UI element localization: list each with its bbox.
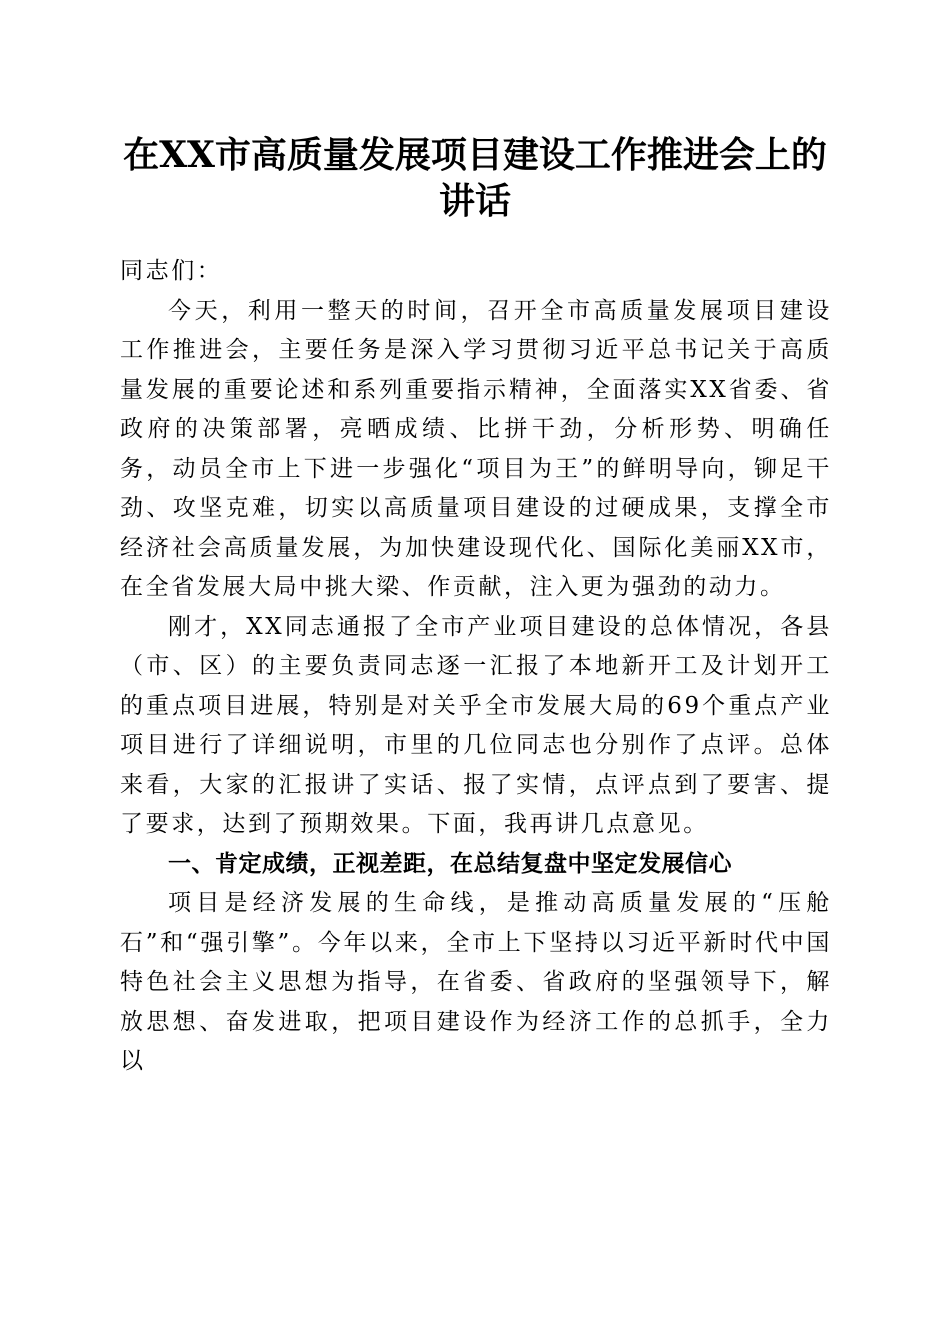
title-line-2: 讲话 xyxy=(438,180,511,222)
section-heading-1: 一、肯定成绩，正视差距，在总结复盘中坚定发展信心 xyxy=(168,850,732,877)
document-title xyxy=(100,132,850,224)
section-1-paragraph: 项目是经济发展的生命线，是推动高质量发展的“压舱石”和“强引擎”。今年以来，全市上下坚持以习近平新时代中国特色社会主义思想为指导，在省委、省政府的坚强领导下，解放思想、奋发进取，把项目建设作为经济工作的总抓手，全力以 xyxy=(120,890,832,1074)
paragraph-opening: 今天，利用一整天的时间，召开全市高质量发展项目建设工作推进会，主要任务是深入学习贯彻习近平总书记关于高质量发展的重要论述和系列重要指示精神，全面落实XX省委、省政府的决策部署，亮晒成绩、比拼干劲，分析形势、明确任务，动员全市上下进一步强化“项目为王”的鲜明导向，铆足干劲、攻坚克难，切实以高质量项目建设的过硬成果，支撑全市经济社会高质量发展，为加快建设现代化、国际化美丽XX市，在全省发展大局中挑大梁、作贡献，注入更为强劲的动力。 xyxy=(120,297,832,600)
salutation: 同志们： xyxy=(120,258,223,284)
title-line-1: 在XX市高质量发展项目建设工作推进会上的 xyxy=(123,134,827,176)
paragraph-review: 刚才，XX同志通报了全市产业项目建设的总体情况，各县（市、区）的主要负责同志逐一汇报了本地新开工及计划开工的重点项目进展，特别是对关乎全市发展大局的69个重点产业项目进行了详细说明，市里的几位同志也分别作了点评。总体来看，大家的汇报讲了实话、报了实情，点评点到了要害、提了要求，达到了预期效果。下面，我再讲几点意见。 xyxy=(120,613,832,837)
document-body xyxy=(120,252,832,1082)
